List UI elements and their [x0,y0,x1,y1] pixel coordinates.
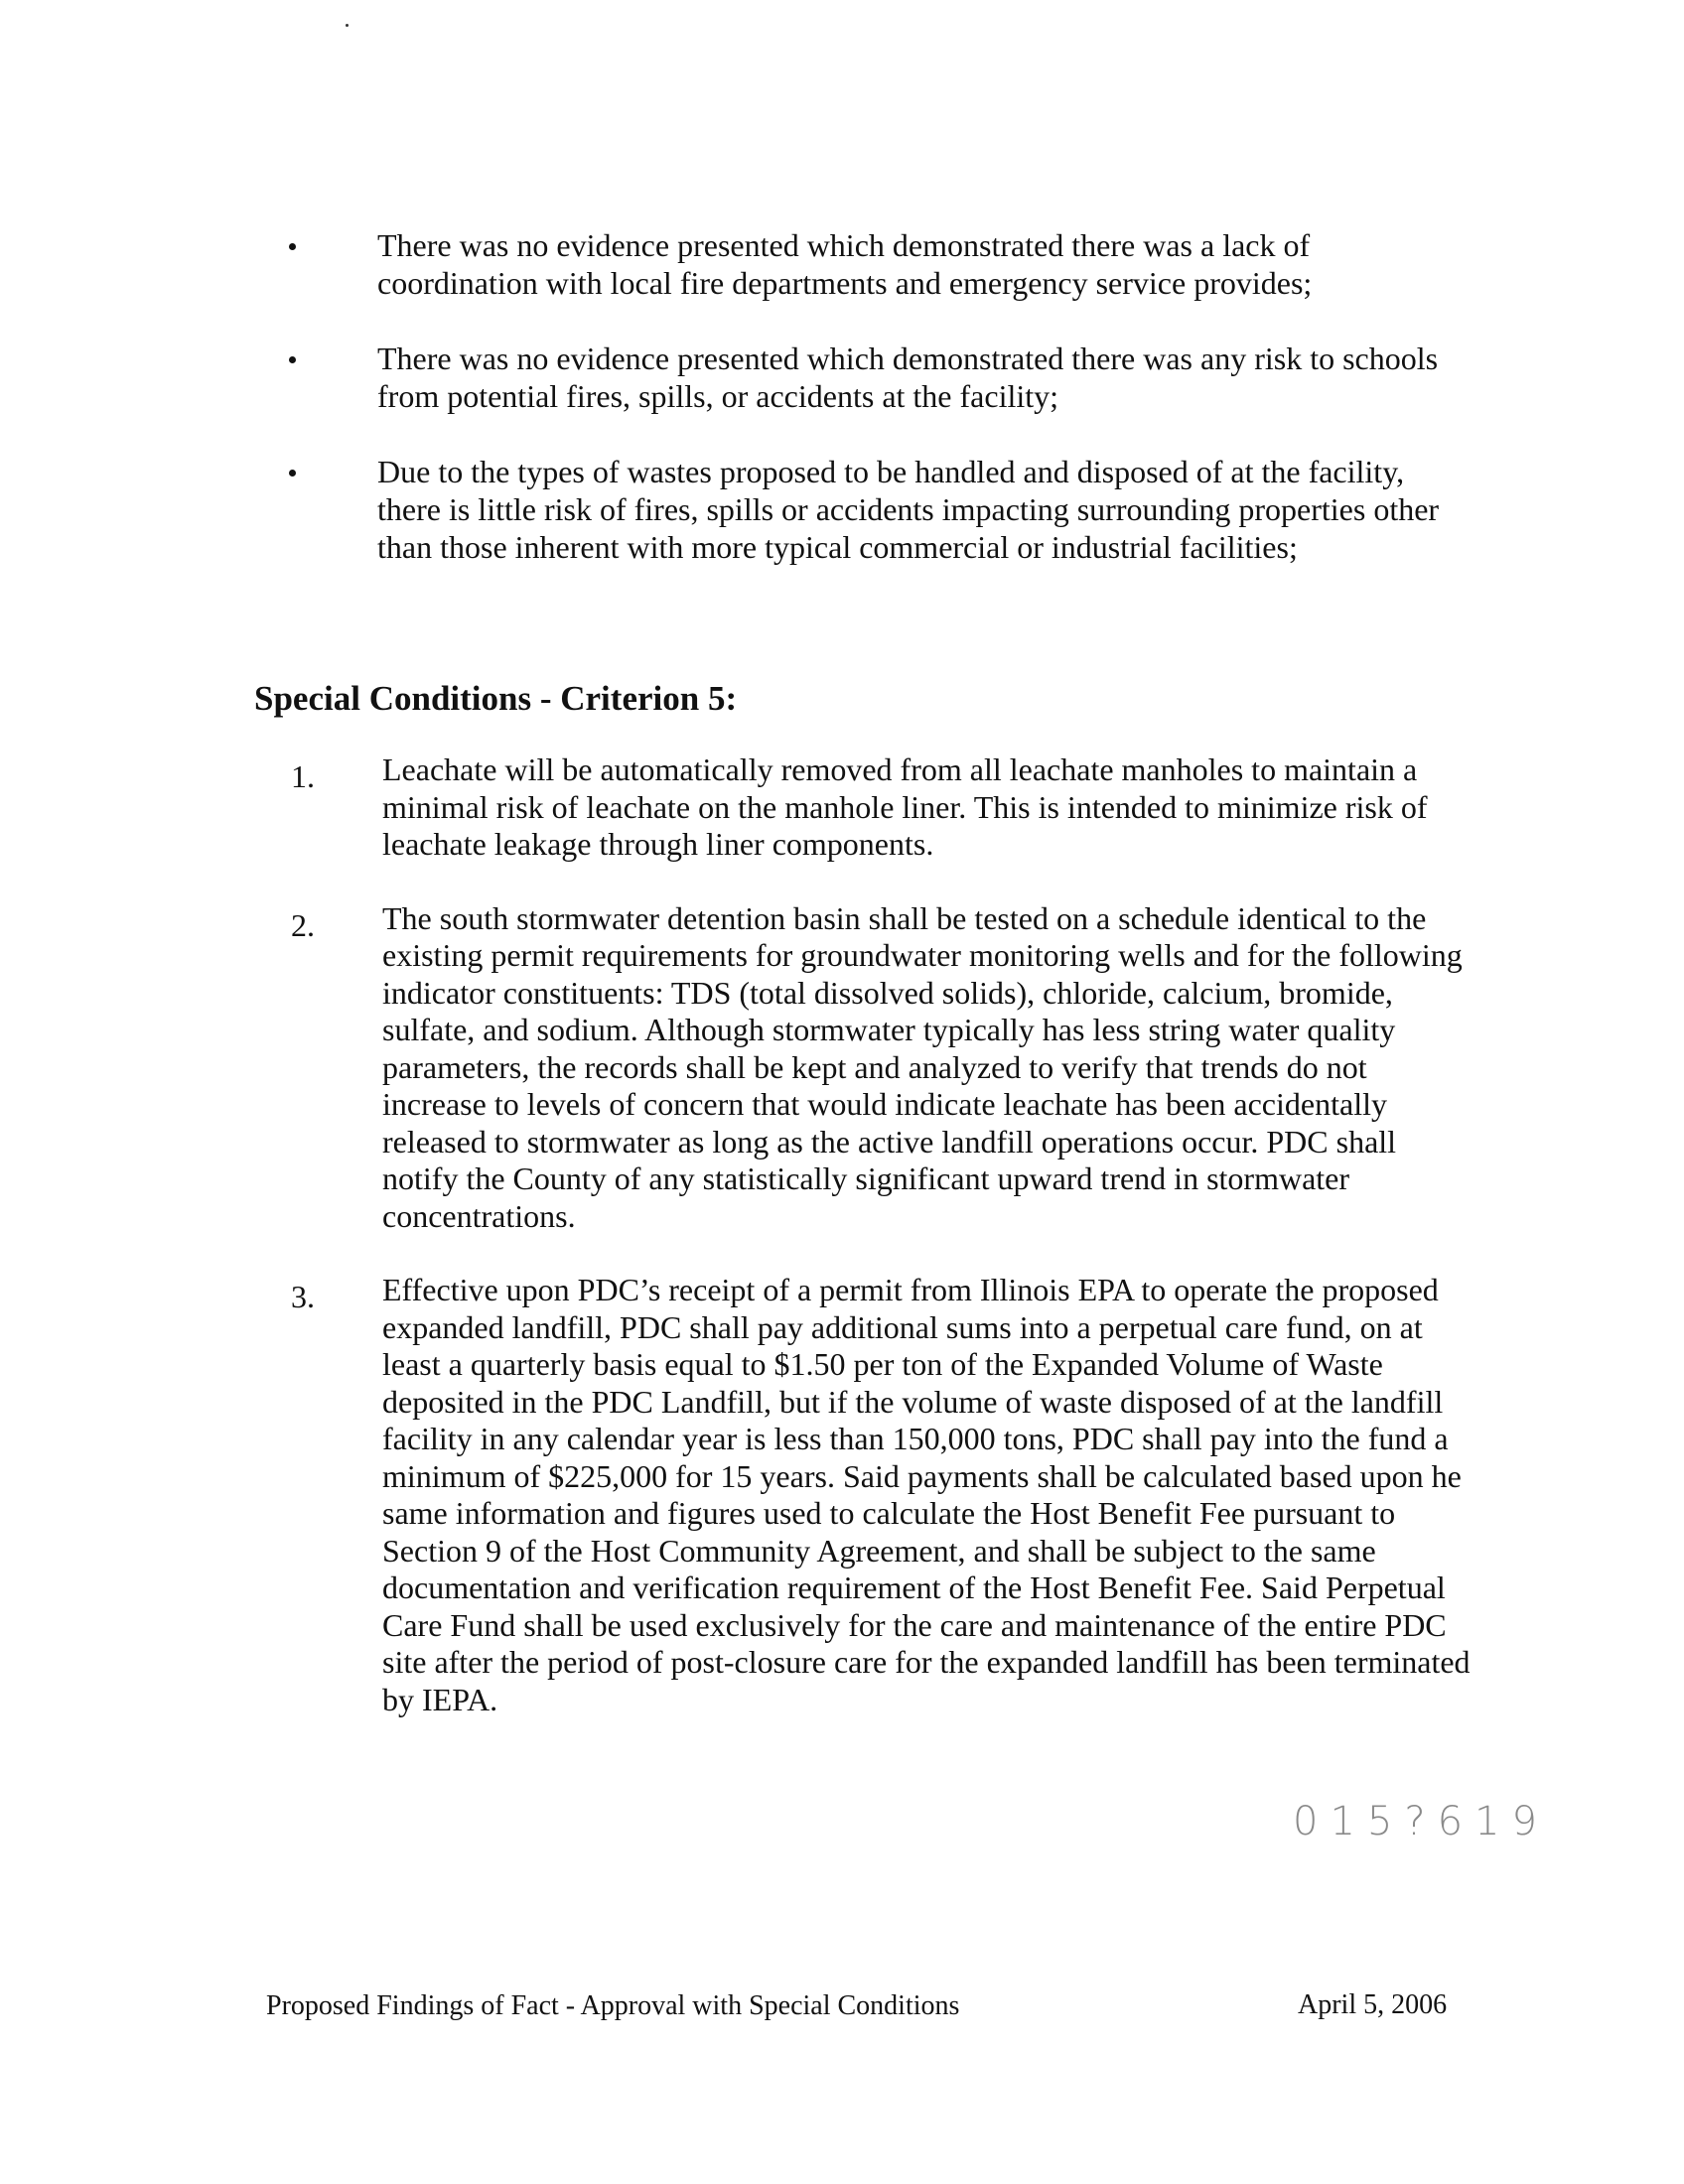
condition-item [0,751,1684,864]
bullet-item [0,226,1684,302]
condition-text: Leachate will be automatically removed from all leachate manholes to maintain a minimal risk of leachate on the manhole liner. This is intended to minimize risk of leachate leakage through liner components. [382,751,1428,862]
scan-speck [346,24,349,27]
bullet-text: There was no evidence presented which demonstrated there was a lack of coordination with local fire departments and emergency service provides; [377,227,1313,301]
condition-number: 1. [291,758,315,794]
footer-title: Proposed Findings of Fact - Approval with Special Conditions [266,1990,960,2021]
footer-date: April 5, 2006 [1298,1989,1448,2020]
bullet-icon [289,356,296,363]
condition-text: Effective upon PDC’s receipt of a permit from Illinois EPA to operate the proposed expanded landfill, PDC shall pay additional sums into a perpetual care fund, on at least a quarterly basis equal to $1.50 per ton of the Expanded Volume of Waste deposited in the PDC Landfill, but if the volume of waste disposed of at the landfill facility in any calendar year is less than 150,000 tons, PDC shall pay into the fund a minimum of $225,000 for 15 years. Said payments shall be calculated based upon he same information and figures used to calculate the Host Benefit Fee pursuant to Section 9 of the Host Community Agreement, and shall be subject to the same documentation and verification requirement of the Host Benefit Fee. Said Perpetual Care Fund shall be used exclusively for the care and maintenance of the entire PDC site after the period of post-closure care for the expanded landfill has been terminated by IEPA. [382,1272,1471,1717]
condition-item [0,900,1684,1236]
bullet-item [0,340,1684,415]
bullet-icon [289,470,296,477]
section-heading: Special Conditions - Criterion 5: [254,679,738,718]
condition-number: 3. [291,1279,315,1314]
bullet-item [0,453,1684,566]
special-conditions-list [0,751,1684,1755]
bullet-text: There was no evidence presented which demonstrated there was any risk to schools from potential fires, spills, or accidents at the facility; [377,341,1439,414]
page-number-stamp: 015?619 [1293,1799,1549,1844]
bullet-icon [289,243,296,250]
bullet-text: Due to the types of wastes proposed to be handled and disposed of at the facility, there is little risk of fires, spills or accidents impacting surrounding properties other than those inherent with more typical commercial or industrial facilities; [377,454,1440,565]
condition-text: The south stormwater detention basin shall be tested on a schedule identical to the existing permit requirements for groundwater monitoring wells and for the following indicator constituents: TDS (total dissolved solids), chloride, calcium, bromide, sulfate, and sodium. Although stormwater typically has less string water quality parameters, the records shall be kept and analyzed to verify that trends do not increase to levels of concern that would indicate leachate has been accidentally released to stormwater as long as the active landfill operations occur. PDC shall notify the County of any statistically significant upward trend in stormwater concentrations. [382,899,1463,1234]
findings-bullet-list [0,226,1684,604]
condition-number: 2. [291,906,315,943]
condition-item [0,1272,1684,1718]
